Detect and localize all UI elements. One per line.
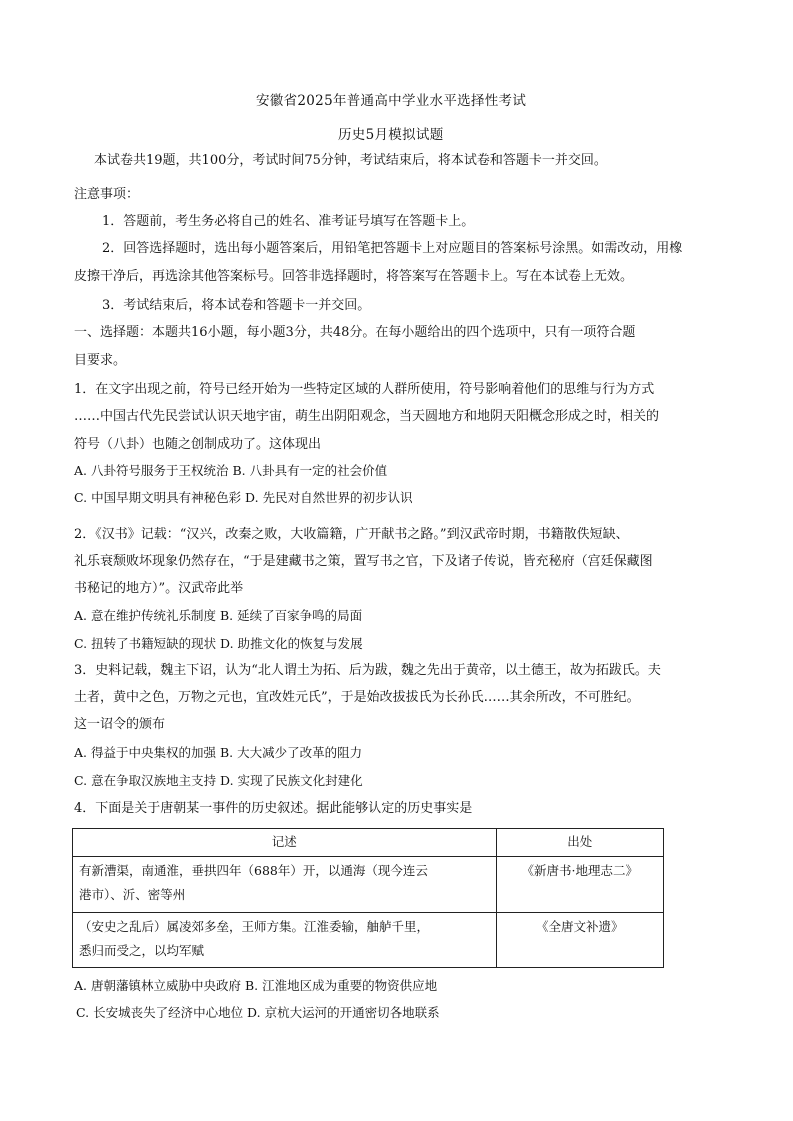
q4-options-cd: C. 长安城丧失了经济中心地位 D. 京杭大运河的开通密切各地联系 <box>76 1005 440 1020</box>
q4-source-table <box>72 828 664 968</box>
table-header-record: 记述 <box>73 829 497 857</box>
q1-options-cd: C. 中国早期文明具有神秘色彩 D. 先民对自然世界的初步认识 <box>74 490 413 505</box>
notes-heading: 注意事项： <box>74 187 140 202</box>
exam-title: 安徽省2025年普通高中学业水平选择性考试 <box>256 93 527 109</box>
table-cell-record <box>73 913 497 968</box>
note-item-3: 3．考试结束后，将本试卷和答题卡一并交回。 <box>102 298 371 313</box>
q2-stem-line2: 礼乐衰颓败坏现象仍然存在，“于是建藏书之策，置写书之官，下及诸子传说，皆充秘府（宫廷保藏图 <box>74 554 653 569</box>
table-row <box>73 913 664 968</box>
q3-stem-line3: 这一诏令的颁布 <box>74 717 166 732</box>
section-heading-line2: 目要求。 <box>74 353 127 368</box>
record-line: 港市）、沂、密等州 <box>79 887 186 902</box>
q1-stem-line2: ……中国古代先民尝试认识天地宇宙，萌生出阴阳观念，当天圆地方和地阴天阳概念形成之时，相关的 <box>74 409 660 424</box>
record-line: 悉归而受之，以均军赋 <box>79 943 205 958</box>
note-item-1: 1．答题前，考生务必将自己的姓名、准考证号填写在答题卡上。 <box>102 214 475 229</box>
record-line: （安史之乱后）属凌郊多垒，王师方集。江淮委输，舳舻千里， <box>79 919 430 934</box>
q3-stem-line1: 3．史料记载，魏主下诏，认为“北人谓土为拓、后为跋，魏之先出于黄帝，以土德王，故为拓跋氏。夫 <box>74 663 661 678</box>
q1-stem-line1: 1．在文字出现之前，符号已经开始为一些特定区域的人群所使用，符号影响着他们的思维与行为方式 <box>74 382 655 397</box>
exam-subtitle: 历史5月模拟试题 <box>338 127 444 143</box>
q3-stem-line2: 土者，黄中之色，万物之元也，宜改姓元氏”，于是始改拔拔氏为长孙氏……其余所改，不可胜纪。 <box>74 690 640 705</box>
q4-stem: 4．下面是关于唐朝某一事件的历史叙述。据此能够认定的历史事实是 <box>74 801 473 816</box>
q4-options-ab: A. 唐朝藩镇林立威胁中央政府 B. 江淮地区成为重要的物资供应地 <box>74 978 438 993</box>
exam-intro: 本试卷共19题，共100分，考试时间75分钟，考试结束后，将本试卷和答题卡一并交回。 <box>94 153 607 168</box>
record-line: 有新漕渠，南通淮，垂拱四年（688年）开，以通海（现今连云 <box>79 863 428 878</box>
q3-options-cd: C. 意在争取汉族地主支持 D. 实现了民族文化封建化 <box>74 773 363 788</box>
section-heading-line1: 一、选择题：本题共16小题，每小题3分，共48分。在每小题给出的四个选项中，只有一项符合题 <box>74 325 636 340</box>
q1-options-ab: A. 八卦符号服务于王权统治 B. 八卦具有一定的社会价值 <box>74 463 388 478</box>
q3-options-ab: A. 得益于中央集权的加强 B. 大大减少了改革的阻力 <box>74 745 363 760</box>
table-header-source: 出处 <box>496 829 664 857</box>
q2-options-cd: C. 扭转了书籍短缺的现状 D. 助推文化的恢复与发展 <box>74 636 363 651</box>
q1-stem-line3: 符号（八卦）也随之创制成功了。这体现出 <box>74 437 322 452</box>
table-cell-source: 《新唐书·地理志二》 <box>496 857 664 913</box>
note-item-2-line2: 皮擦干净后，再选涂其他答案标号。回答非选择题时，将答案写在答题卡上。写在本试卷上无效。 <box>74 269 634 284</box>
q2-stem-line3: 书秘记的地方）”。汉武帝此举 <box>74 581 244 596</box>
q2-stem-line1: 2．《汉书》记载：“汉兴，改秦之败，大收篇籍，广开献书之路。”到汉武帝时期，书籍散佚短缺、 <box>74 527 629 542</box>
table-cell-source: 《全唐文补遗》 <box>496 913 664 968</box>
table-header-row <box>73 829 664 857</box>
q2-options-ab: A. 意在维护传统礼乐制度 B. 延续了百家争鸣的局面 <box>74 608 363 623</box>
table-cell-record <box>73 857 497 913</box>
note-item-2-line1: 2．回答选择题时，选出每小题答案后，用铅笔把答题卡上对应题目的答案标号涂黑。如需改动，用橡 <box>102 241 683 256</box>
table-row <box>73 857 664 913</box>
